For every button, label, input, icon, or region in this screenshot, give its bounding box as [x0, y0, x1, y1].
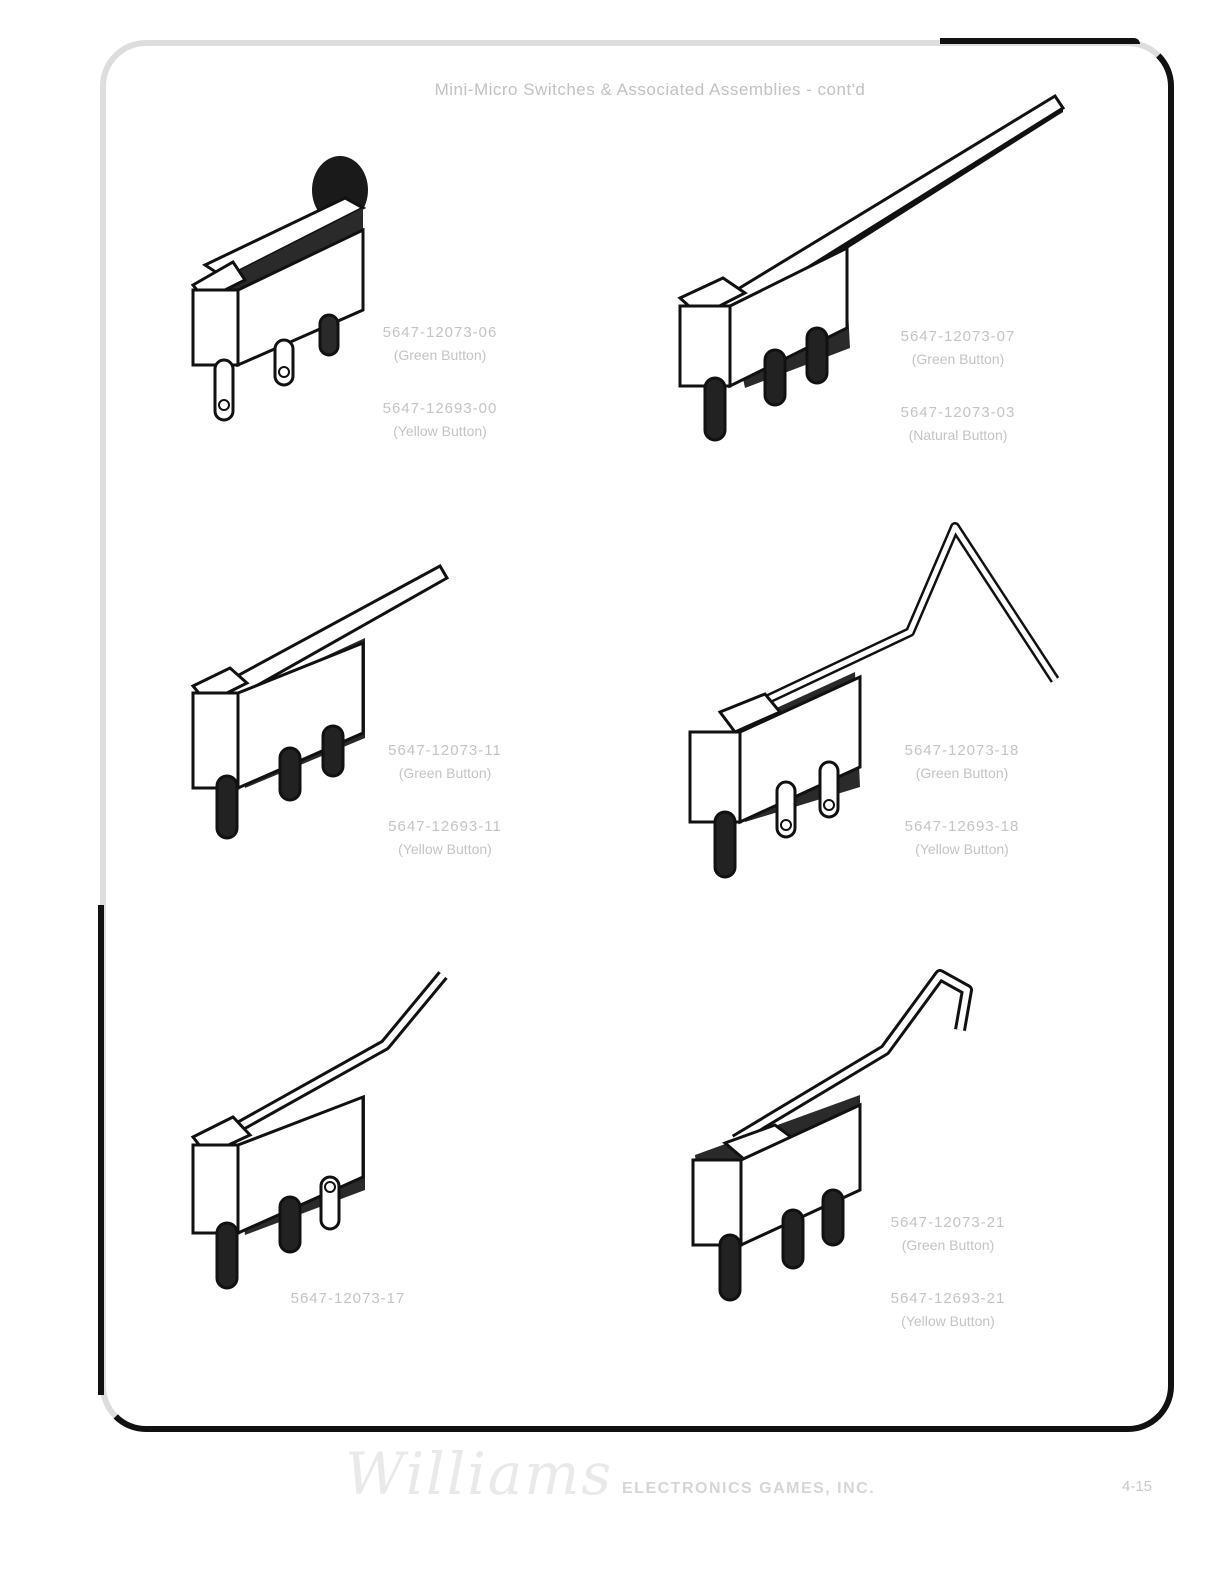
part-number: 5647-12693-00 [382, 400, 498, 417]
footer-company-name: ELECTRONICS GAMES, INC. [622, 1480, 876, 1497]
part-label-group [355, 740, 535, 860]
part-number: 5647-12073-07 [900, 328, 1016, 345]
switch-illustration-angled-lever [185, 965, 465, 1295]
page-border-left-edge [98, 905, 104, 1395]
button-color-note: (Green Button) [398, 765, 492, 781]
part-label-group [868, 326, 1048, 446]
part-number: 5647-12073-06 [382, 324, 498, 341]
part-number: 5647-12073-17 [290, 1290, 406, 1307]
part-number: 5647-12693-11 [388, 818, 502, 835]
button-color-note: (Yellow Button) [393, 423, 487, 439]
button-color-note: (Yellow Button) [901, 1313, 995, 1329]
button-color-note: (Natural Button) [908, 427, 1008, 443]
button-color-note: (Green Button) [915, 765, 1009, 781]
page-title: Mini-Micro Switches & Associated Assemblies - cont'd [434, 80, 866, 99]
page-border-top-edge [940, 38, 1140, 44]
button-color-note: (Yellow Button) [398, 841, 492, 857]
button-color-note: (Green Button) [911, 351, 1005, 367]
page-number: 4-15 [1122, 1478, 1153, 1495]
button-color-note: (Green Button) [393, 347, 487, 363]
part-label-group [858, 1212, 1038, 1332]
part-number: 5647-12073-11 [388, 742, 502, 759]
part-label-group [350, 322, 530, 442]
button-color-note: (Green Button) [901, 1237, 995, 1253]
part-label-group [872, 740, 1052, 860]
part-number: 5647-12073-18 [904, 742, 1020, 759]
button-color-note: (Yellow Button) [915, 841, 1009, 857]
part-number: 5647-12693-18 [904, 818, 1020, 835]
part-number: 5647-12693-21 [890, 1290, 1006, 1307]
part-number: 5647-12073-03 [900, 404, 1016, 421]
part-number: 5647-12073-21 [890, 1214, 1006, 1231]
part-label-group [258, 1288, 438, 1310]
footer-brand-logo: Williams [345, 1440, 614, 1508]
